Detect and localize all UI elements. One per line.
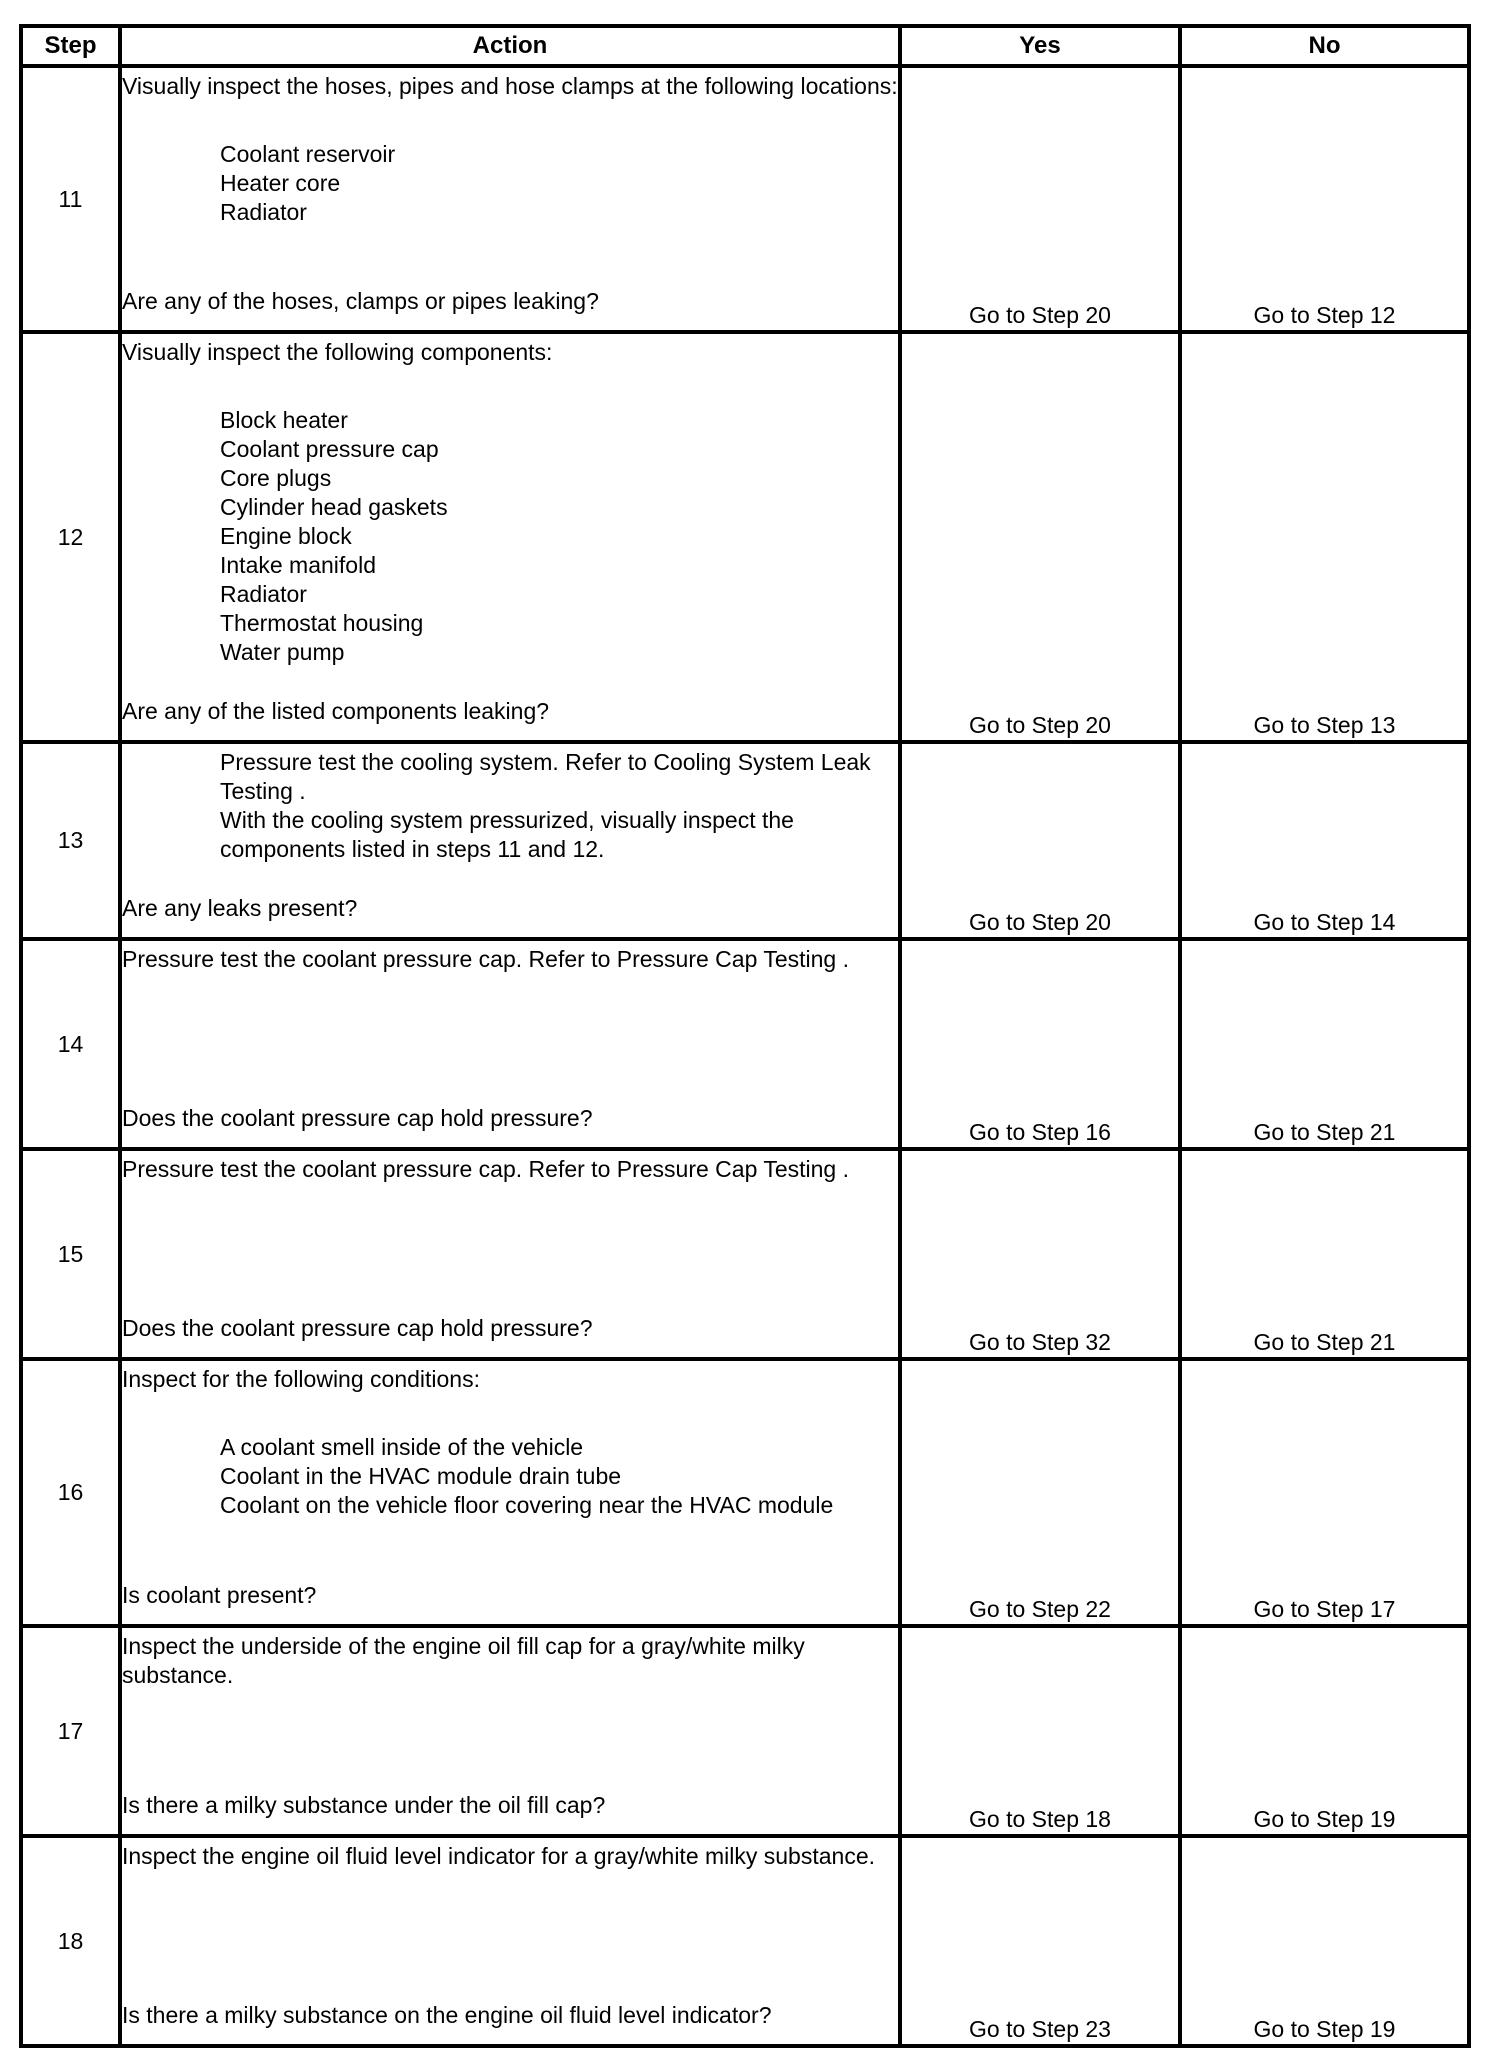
action-list-item: Block heater [220, 407, 348, 433]
action-list-item: Engine block [220, 523, 352, 549]
no-outcome: Go to Step 21 [1180, 939, 1469, 1149]
header-yes: Yes [900, 26, 1180, 66]
step-number: 11 [21, 66, 120, 332]
diagnostic-table [19, 24, 1471, 2048]
action-question: Is coolant present? [122, 1582, 317, 1608]
action-question: Are any leaks present? [122, 895, 358, 921]
table-row [21, 1626, 1469, 1836]
table-row [21, 332, 1469, 742]
step-number: 16 [21, 1359, 120, 1626]
action-cell [120, 332, 900, 742]
action-list-item: A coolant smell inside of the vehicle [220, 1434, 584, 1460]
yes-outcome: Go to Step 23 [900, 1836, 1180, 2046]
header-no: No [1180, 26, 1469, 66]
yes-outcome: Go to Step 20 [900, 332, 1180, 742]
action-question: Is there a milky substance under the oil fill cap? [122, 1792, 606, 1818]
action-question: Are any of the hoses, clamps or pipes leaking? [122, 288, 599, 314]
step-number: 12 [21, 332, 120, 742]
action-question: Are any of the listed components leaking? [122, 698, 550, 724]
action-list-item: Core plugs [220, 465, 332, 491]
no-outcome: Go to Step 12 [1180, 66, 1469, 332]
action-list-item: Radiator [220, 581, 307, 607]
action-instruction: Inspect the underside of the engine oil fill cap for a gray/white milky substance. [122, 1633, 805, 1688]
step-number: 13 [21, 742, 120, 939]
yes-outcome: Go to Step 20 [900, 66, 1180, 332]
action-list-item: Water pump [220, 639, 345, 665]
no-outcome: Go to Step 19 [1180, 1626, 1469, 1836]
action-list-item: Pressure test the cooling system. Refer to Cooling System Leak Testing . [220, 749, 871, 804]
action-list-item: Coolant reservoir [220, 141, 396, 167]
step-number: 18 [21, 1836, 120, 2046]
action-list-item: Heater core [220, 170, 341, 196]
no-outcome: Go to Step 17 [1180, 1359, 1469, 1626]
table-row [21, 742, 1469, 939]
action-cell [120, 1359, 900, 1626]
action-question: Is there a milky substance on the engine oil fluid level indicator? [122, 2002, 772, 2028]
action-cell [120, 66, 900, 332]
yes-outcome: Go to Step 22 [900, 1359, 1180, 1626]
action-list-item: Cylinder head gaskets [220, 494, 448, 520]
action-instruction: Inspect the engine oil fluid level indicator for a gray/white milky substance. [122, 1843, 876, 1869]
action-list-item: Coolant pressure cap [220, 436, 439, 462]
action-list-item: Thermostat housing [220, 610, 424, 636]
table-row [21, 939, 1469, 1149]
action-cell [120, 1626, 900, 1836]
action-question: Does the coolant pressure cap hold pressure? [122, 1105, 593, 1131]
table-row [21, 1359, 1469, 1626]
yes-outcome: Go to Step 32 [900, 1149, 1180, 1359]
table-row [21, 66, 1469, 332]
action-list-item: Intake manifold [220, 552, 376, 578]
action-item-list [122, 140, 898, 227]
step-number: 17 [21, 1626, 120, 1836]
no-outcome: Go to Step 13 [1180, 332, 1469, 742]
action-cell [120, 742, 900, 939]
header-row [21, 26, 1469, 66]
action-cell [120, 1149, 900, 1359]
action-question: Does the coolant pressure cap hold pressure? [122, 1315, 593, 1341]
action-cell [120, 939, 900, 1149]
no-outcome: Go to Step 19 [1180, 1836, 1469, 2046]
action-instruction: Inspect for the following conditions: [122, 1366, 480, 1392]
action-list-item: Coolant in the HVAC module drain tube [220, 1463, 622, 1489]
step-number: 14 [21, 939, 120, 1149]
action-instruction: Visually inspect the hoses, pipes and hose clamps at the following locations: [122, 73, 898, 99]
no-outcome: Go to Step 21 [1180, 1149, 1469, 1359]
header-action: Action [120, 26, 900, 66]
action-list-item: Coolant on the vehicle floor covering near the HVAC module [220, 1492, 834, 1518]
action-item-list [122, 1433, 898, 1520]
table-row [21, 1836, 1469, 2046]
action-list-item: Radiator [220, 199, 307, 225]
step-number: 15 [21, 1149, 120, 1359]
no-outcome: Go to Step 14 [1180, 742, 1469, 939]
action-list-item: With the cooling system pressurized, visually inspect the components listed in steps 11 and 12. [220, 807, 794, 862]
action-instruction: Pressure test the coolant pressure cap. Refer to Pressure Cap Testing . [122, 946, 849, 972]
action-instruction: Visually inspect the following components: [122, 339, 553, 365]
table-row [21, 1149, 1469, 1359]
action-instruction: Pressure test the coolant pressure cap. Refer to Pressure Cap Testing . [122, 1156, 849, 1182]
action-item-list [122, 406, 898, 667]
action-cell [120, 1836, 900, 2046]
header-step: Step [21, 26, 120, 66]
yes-outcome: Go to Step 18 [900, 1626, 1180, 1836]
yes-outcome: Go to Step 16 [900, 939, 1180, 1149]
action-item-list [122, 748, 898, 864]
yes-outcome: Go to Step 20 [900, 742, 1180, 939]
